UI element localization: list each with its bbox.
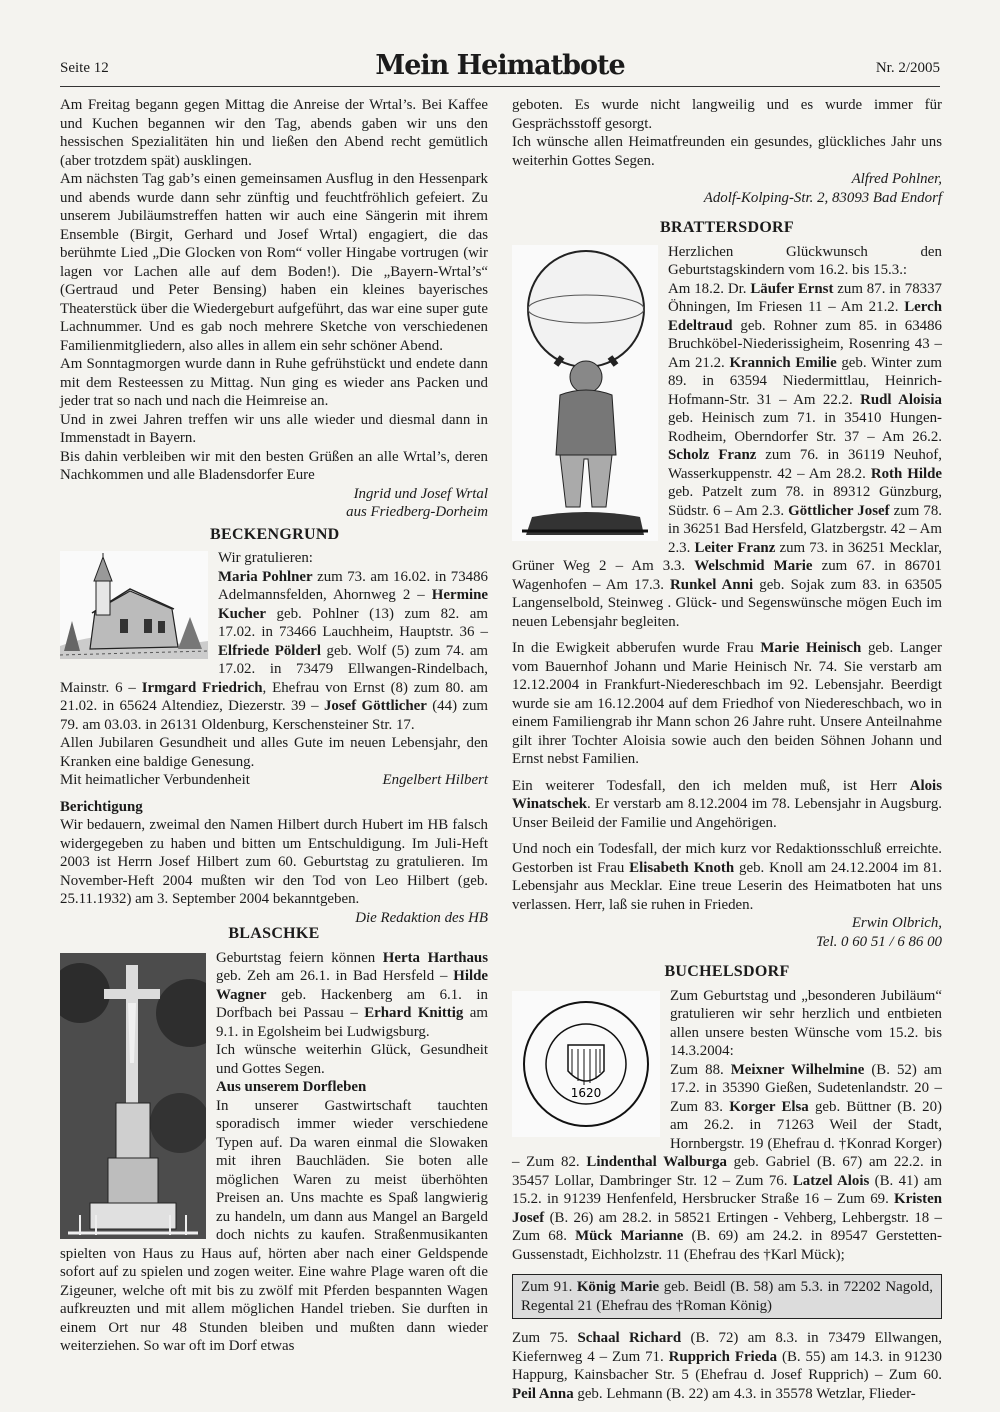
issue-number: Nr. 2/2005 [875, 60, 940, 76]
obituary-knoth: Und noch ein Todesfall, der mich kurz vor Redaktionsschluß erreichte. Gestorben ist Frau Elisabeth Knoth geb. Knoll am 24.12.2004 im 81. Lebensjahr aus Mecklar. Eine treue Leserin des Heimatboten hat uns verlassen. Herr, laß sie ruhen in Frieden. [512, 841, 942, 913]
birthday-name: Scholz Franz [668, 447, 757, 463]
birthday-name: Kristen Josef [512, 1191, 942, 1226]
birthday-name: Schaal Richard [577, 1330, 682, 1346]
olbrich-signature: Erwin Olbrich, [851, 915, 942, 931]
intro-paragraph-4: Und in zwei Jahren treffen wir uns alle wieder und diesmal dann in Immenstadt in Bayern. [60, 411, 488, 446]
deceased-name: Marie Heinisch [760, 640, 862, 656]
buchelsdorf-section [512, 963, 942, 1403]
birthday-name: Welschmid Marie [694, 558, 813, 574]
birthday-name: Runkel Anni [670, 576, 754, 593]
correction-signature: Die Redaktion des HB [355, 909, 488, 926]
church-illustration [60, 551, 208, 659]
pohlner-signature: Alfred Pohlner, [851, 171, 942, 187]
obituary-heinisch: In die Ewigkeit abberufen wurde Frau Marie Heinisch geb. Langer vom Bauernhof Johann und Marie Heinisch Nr. 74. Sie verstarb am 12.12.2004 in Frankfurt-Niedereschbach im 92. Lebensjahr. Beerdigt wurde sie am 16.12.2004 auf dem Friedhof von Niedereschbach, wo in einem Familiengrab ihr Mann schon 26 Jahre ruht. Unsere Anteilnahme gilt ihrer Tochter Aloisia sowie auch den beiden Söhnen Johann und Ernst nebst Familien. [512, 640, 942, 767]
buchelsdorf-intro: Zum Geburtstag und „besonderen Jubiläum“ gratulieren wir sehr herzlich und entbieten allen unsere besten Wünsche vom 15.2. bis 14.3.2004: [670, 987, 942, 1059]
intro-paragraph-5: Bis dahin verbleiben wir mit den besten Grüßen an alle Wrtal’s, deren Nachkommen und alle Bladensdorfer Eure [60, 448, 488, 483]
buchelsdorf-heading: BUCHELSDORF [664, 963, 790, 980]
birthday-name: Latzel Alois [792, 1172, 870, 1189]
birthday-name: Josef Göttlicher [323, 698, 427, 714]
olbrich-phone: Tel. 0 60 51 / 6 86 00 [815, 933, 942, 950]
blaschke-wish: Ich wünsche weiterhin Glück, Gesundheit und Gottes Segen. [216, 1042, 488, 1077]
birthday-name: Korger Elsa [729, 1098, 809, 1115]
birthday-name: Mück Marianne [575, 1228, 684, 1244]
deceased-name: Alois Winatschek [512, 777, 942, 812]
beckengrund-birthdays: Maria Pohlner zum 73. am 16.02. in 73486 Adelmannsfelden, Ahornweg 2 – Hermine Kucher geb. Pohlner (13) zum 82. am 17.02. in 73466 Lauchheim, Hauptstr. 36 – Elfriede Pölderl geb. Wolf (5) zum 74. am 17.02. in 73479 Ellwangen-Rindelbach, Mainstr. 6 – Irmgard Friedrich, Ehefrau von Ernst (8) zum 80. am 21.02. in 65624 Altendiez, Diezerstr. 39 – Josef Göttlicher (44) zum 79. am 03.03. in 26131 Oldenburg, Kerschensteiner Str. 17. [60, 568, 489, 733]
page-header [60, 50, 940, 86]
buchelsdorf-birthdays: Zum 88. Meixner Wilhelmine (B. 52) am 17.2. in 35390 Gießen, Sudetenlandstr. 20 – Zum 83. Korger Elsa geb. Büttner (B. 20) am 26.2. in 71263 Weil der Stadt, Hornbergstr. 19 (Ehefrau d. †Konrad Korger) – Zum 82. Lindenthal Walburga geb. Gabriel (B. 67) am 22.2. in 35457 Lollar, Dambringer Str. 12 – Zum 76. Latzel Alois (B. 41) am 15.2. in 91239 Henfenfeld, Hersbrucker Straße 16 – Zum 69. Kristen Josef (B. 26) am 28.2. in 58521 Ertingen - Vehberg, Lehbergstr. 18 –Zum 68. Mück Marianne (B. 69) am 24.2. in 89547 Gerstetten-Gussenstadt, Eichholzstr. 11 (Ehefrau des †Karl Mück); [512, 1061, 942, 1263]
correction-heading: Berichtigung [60, 798, 143, 815]
beckengrund-greeting: Wir gratulieren: [218, 550, 313, 566]
story-continued: geboten. Es wurde nicht langweilig und es wurde immer für Gesprächsstoff gesorgt. [512, 97, 942, 132]
buchelsdorf-seal [512, 991, 660, 1137]
birthday-name: Lerch Edeltraud [668, 299, 942, 334]
intro-signature-name: Ingrid und Josef Wrtal [353, 485, 488, 502]
blaschke-heading: BLASCHKE [228, 925, 320, 942]
birthday-name: Hermine Kucher [218, 587, 488, 622]
masthead-title: Mein Heimatbote [375, 50, 625, 81]
seal-year: 1620 [570, 1085, 602, 1100]
birthday-name: Hilde Wagner [216, 968, 488, 1003]
birthday-name: Krannich Emilie [729, 354, 837, 371]
atlas-statue-illustration [512, 245, 658, 541]
birthday-name: Lindenthal Walburga [586, 1154, 727, 1170]
birthday-name: König Marie [576, 1279, 660, 1295]
village-life-story: In unserer Gastwirtschaft tauchten sporadisch immer wieder verschiedene Typen auf. Da waren einmal die Slowaken mit ihren Bauchläden. Sie boten alle möglichen Waren zu meist überhöhten Preisen an. Uns machte es Spaß langwierig zu handeln, um dann aus Mangel an Bargeld doch nichts zu kaufen. Straßenmusikanten spielten von Haus zu Haus auf, hörten aber nach einer Geldspende sofort auf zu spielen und zogen weiter. Eine wahre Plage waren oft die Zigeuner, welche oft mit bis zu zwölf mit Pferden bespannten Wagen aufkreuzten und mit allem möglichen Handel trieben. Sie durften in einem Ort nur 48 Stunden bleiben und mußten dann wieder weiterziehen. So war oft im Dorf etwas [60, 1097, 488, 1354]
beckengrund-signature: Mit heimatlicher Verbundenheit Engelbert Hilbert [60, 772, 488, 788]
birthday-name: Peil Anna [512, 1385, 574, 1402]
birthday-name: Herta Harthaus [382, 949, 488, 966]
birthday-name: Irmgard Friedrich [141, 679, 263, 696]
buchelsdorf-birthdays-2: Zum 75. Schaal Richard (B. 72) am 8.3. in 73479 Ellwangen, Kiefernweg 4 – Zum 71. Rupprich Frieda (B. 55) am 14.3. in 91230 Happurg, Kainsbacher Str. 5 (Ehefrau d. Josef Rupprich) – Zum 60. Peil Anna geb. Lehmann (B. 22) am 4.3. in 35578 Wetzlar, Flieder- [512, 1330, 942, 1402]
right-column [512, 96, 942, 1403]
brattersdorf-birthdays: Am 18.2. Dr. Läufer Ernst zum 87. in 78337 Öhningen, Im Friesen 11 – Am 21.2. Lerch Edeltraud geb. Rohner zum 85. in 63486 Bruchköbel-Niederissigheim, Rosenring 43 – Am 21.2. Krannich Emilie geb. Winter zum 89. in 63594 Niedermittlau, Heinrich-Hofmann-Str. 31 – Am 22.2. Rudl Aloisia geb. Heinisch zum 71. in 35410 Hungen-Rodheim, Oberndorfer Str. 37 – Am 26.2. Scholz Franz zum 76. in 36119 Neuhof, Wasserkuppenstr. 42 – Am 28.2. Roth Hilde geb. Patzelt zum 78. in 89312 Günzburg, Südstr. 6 – Am 2.3. Göttlicher Josef zum 78. in 36251 Bad Hersfeld, Glatzbergstr. 42 – Am 2.3. Leiter Franz zum 73. in 36251 Mecklar, Grüner Weg 2 – Am 3.3. Welschmid Marie zum 67. in 86701 Wagenhofen – Am 17.3. Runkel Anni geb. Sojak zum 83. in 63505 Langenselbold, Steinweg . Glück- und Segenswünsche mögen Euch im neuen Lebensjahr begleiten. [512, 280, 943, 630]
birthday-name: Rupprich Frieda [668, 1348, 778, 1365]
deceased-name: Elisabeth Knoth [629, 859, 735, 876]
birthday-name: Erhard Knittig [364, 1005, 464, 1021]
beckengrund-heading: BECKENGRUND [210, 525, 340, 543]
wayside-cross-photo [60, 953, 206, 1239]
beckengrund-section [60, 526, 488, 790]
correction-text: Wir bedauern, zweimal den Namen Hilbert durch Hubert im HB falsch widergegeben zu haben und bitten um Entschuldigung. Im Juli-Heft 2003 ist Herrn Josef Hilbert zum 60. Geburtstag zu gratulieren. Im November-Heft 2004 mußten wir den Tod von Leo Hilbert (geb. 25.11.1932) am 3. September 2004 bekanntgeben. [60, 817, 488, 907]
birthday-name: Roth Hilde [870, 465, 943, 482]
pohlner-address: Adolf-Kolping-Str. 2, 83093 Bad Endorf [703, 189, 942, 206]
brattersdorf-section [512, 219, 942, 951]
intro-paragraph-1: Am Freitag begann gegen Mittag die Anreise der Wrtal’s. Bei Kaffee und Kuchen begannen wir den Tag, abends gaben wir uns den hessischen Spezialitäten hin und ließen den Abend recht gemütlich (aber trotzdem spät) ausklingen. [60, 97, 488, 169]
blaschke-section [60, 925, 488, 1356]
beckengrund-closing: Allen Jubilaren Gesundheit und alles Gute im neuen Lebensjahr, den Kranken eine baldige Genesung. [60, 735, 488, 770]
intro-paragraph-3: Am Sonntagmorgen wurde dann in Ruhe gefrühstückt und endete dann mit dem Resteessen zu Mittag. Nun ging es wieder ans Packen und jeder trat so nach und nach die Heimreise an. [60, 356, 488, 409]
intro-signature-place: aus Friedberg-Dorheim [346, 504, 488, 520]
intro-paragraph-2: Am nächsten Tag gab’s einen gemeinsamen Ausflug in den Hessenpark und abends wurde dann sehr zünftig und feuchtfröhlich gefeiert. Zu unserem Jubiläumstreffen hatten wir auch eine Sängerin mit ihrem Ensemble (Birgit, Gerhard und Josef Wrtal) engagiert, die das berühmte Lied „Die Glocken von Rom“ voller Hingabe vortrugen (wir lagen vor Lachen alle auf dem Boden!). Die „Bayern-Wrtal’s“ (Gertraud und Peter Bensing) haben ein kleines bayerisches Theaterstück über die Wiedergeburt aufgeführt, das war eine super gute Lachnummer. Und es gab noch mehrere Sketche von verschiedenen Familienmitgliedern, also alles in allem ein sehr schöner Abend. [60, 171, 488, 354]
birthday-name: Läufer Ernst [750, 280, 834, 297]
birthday-name: Rudl Aloisia [860, 391, 942, 408]
village-life-heading: Aus unserem Dorfleben [216, 1079, 367, 1095]
birthday-name: Leiter Franz [694, 539, 776, 556]
birthday-name: Elfriede Pölderl [218, 642, 322, 659]
birthday-name: Meixner Wilhelmine [730, 1061, 865, 1078]
pohlner-wish: Ich wünsche allen Heimatfreunden ein gesundes, glückliches Jahr uns weiterhin Gottes Segen. [512, 134, 942, 169]
blaschke-birthdays: Geburtstag feiern können Herta Harthaus geb. Zeh am 26.1. in Bad Hersfeld – Hilde Wagner geb. Hackenberg am 6.1. in Dorfbach bei Passau – Erhard Knittig am 9.1. in Egolsheim bei Ludwigsburg. [216, 949, 488, 1040]
obituary-winatschek: Ein weiterer Todesfall, den ich melden muß, ist Herr Alois Winatschek. Er verstarb am 8.12.2004 im 78. Lebensjahr in Augsburg. Unser Beileid der Familie und Angehörigen. [512, 777, 942, 831]
correction-section [60, 798, 488, 928]
left-column [60, 96, 488, 1356]
birthday-name: Maria Pohlner [218, 568, 313, 585]
page-number: Seite 12 [60, 60, 109, 76]
header-rule [60, 86, 940, 87]
brattersdorf-heading: BRATTERSDORF [660, 219, 794, 236]
highlight-box-konig: Zum 91. König Marie geb. Beidl (B. 58) am 5.3. in 72202 Nagold, Regental 21 (Ehefrau des †Roman König) [512, 1274, 942, 1319]
birthday-name: Göttlicher Josef [788, 502, 890, 519]
brattersdorf-intro: Herzlichen Glückwunsch den Geburtstagskindern vom 16.2. bis 15.3.: [668, 243, 942, 278]
